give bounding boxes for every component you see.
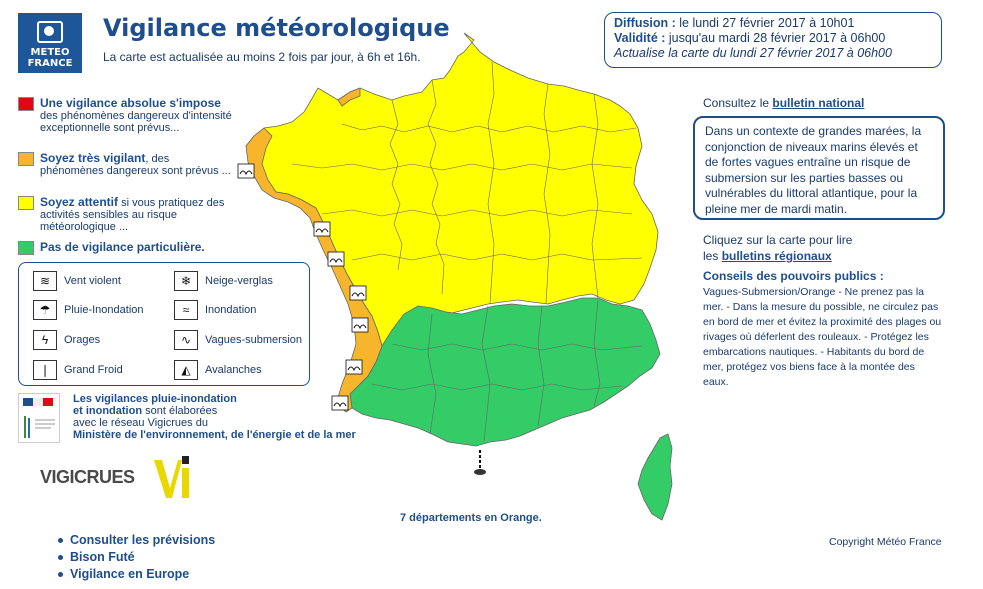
links-list bbox=[70, 532, 215, 583]
legend-green-title: Pas de vigilance particulière. bbox=[40, 240, 205, 254]
orange-count-text: 7 départements en Orange. bbox=[400, 512, 542, 524]
marker-icon bbox=[474, 450, 486, 475]
vi-logo[interactable] bbox=[152, 454, 194, 514]
vig-line4[interactable]: Ministère de l'environnement, de l'énergie et de la mer bbox=[73, 429, 356, 441]
ministry-logo[interactable] bbox=[18, 393, 60, 443]
waves-icon: ∿ bbox=[174, 330, 198, 350]
legend-yellow bbox=[18, 196, 233, 233]
yellow-swatch bbox=[18, 196, 34, 210]
phenomenon-label: Avalanches bbox=[205, 364, 262, 376]
copyright: Copyright Météo France bbox=[829, 536, 942, 548]
page-subtitle: La carte est actualisée au moins 2 fois par jour, à 6h et 16h. bbox=[103, 50, 421, 64]
rain-flood-icon: ☂ bbox=[33, 300, 57, 320]
phenomenon-label: Vent violent bbox=[64, 275, 121, 287]
bulletins-regionaux-link[interactable]: bulletins régionaux bbox=[721, 249, 832, 263]
bulletin-national-link[interactable]: bulletin national bbox=[772, 96, 865, 110]
diffusion-label: Diffusion : bbox=[614, 16, 676, 30]
legend-orange-title: Soyez très vigilant bbox=[40, 151, 146, 165]
vig-line2[interactable]: et inondation bbox=[73, 405, 143, 417]
regional-bulletin-text bbox=[703, 232, 852, 264]
legend-orange bbox=[18, 152, 233, 177]
avalanche-icon: ◭ bbox=[174, 360, 198, 380]
vig-line2b: sont élaborées bbox=[142, 405, 218, 417]
meteo-france-logo[interactable] bbox=[18, 13, 82, 73]
validite-value: jusqu'au mardi 28 février 2017 à 06h00 bbox=[665, 31, 886, 45]
conseils-section bbox=[703, 269, 943, 390]
bulletin-box: Dans un contexte de grandes marées, la conjonction de niveaux marins élevés et de fortes vagues entraîne un risque de submersion sur les parties basses ou vulnérables du littoral atlantique, pour la pleine mer de mardi matin. bbox=[693, 116, 945, 220]
snow-icon: ❄ bbox=[174, 271, 198, 291]
phenomenon-label: Orages bbox=[64, 334, 101, 346]
national-bulletin-line bbox=[703, 96, 864, 110]
red-swatch bbox=[18, 97, 34, 111]
phenomenon-label: Pluie-Inondation bbox=[64, 304, 144, 316]
page-title: Vigilance météorologique bbox=[103, 14, 450, 42]
link-bison-fute[interactable]: Bison Futé bbox=[70, 550, 135, 564]
meteo-france-emblem-icon bbox=[37, 21, 63, 43]
logo-text: METEO FRANCE bbox=[27, 47, 73, 69]
marianne-icon bbox=[19, 394, 59, 442]
legend-yellow-text: si vous pratiquez des activités sensibles au risque météorologique ... bbox=[40, 197, 225, 233]
phenomenon-label: Vagues-submersion bbox=[205, 334, 303, 346]
vigicrues-logo[interactable]: VIGICRUES bbox=[40, 467, 135, 487]
green-swatch bbox=[18, 241, 34, 255]
map-corsica[interactable] bbox=[638, 434, 672, 520]
vi-logo-icon bbox=[152, 454, 194, 504]
legend-red-text: des phénomènes dangereux d'intensité exceptionnelle sont prévus... bbox=[40, 110, 232, 134]
regional-prefix: les bbox=[703, 249, 722, 263]
validite-label: Validité : bbox=[614, 31, 666, 45]
storm-icon: ϟ bbox=[33, 330, 57, 350]
france-vigilance-map[interactable] bbox=[232, 14, 682, 524]
phenomenon-label: Inondation bbox=[205, 304, 257, 316]
conseils-title: Conseils des pouvoirs publics : bbox=[703, 269, 884, 283]
conseils-text: Vagues-Submersion/Orange - Ne prenez pas la mer. - Dans la mesure du possible, ne circulez pas en bord de mer et évitez la proximité des plages ou rivages où déferlent des rouleaux. - Protégez les embarcations nautiques. - Habitants du bord de mer, protégez vos biens face à la montée des eaux. bbox=[703, 286, 942, 388]
national-prefix: Consultez le bbox=[703, 96, 773, 110]
diffusion-value: le lundi 27 février 2017 à 10h01 bbox=[675, 16, 855, 30]
link-vigilance-europe[interactable]: Vigilance en Europe bbox=[70, 567, 190, 581]
phenomenon-label: Grand Froid bbox=[64, 364, 123, 376]
vig-line3: avec le réseau Vigicrues du bbox=[73, 417, 208, 429]
legend-yellow-title: Soyez attentif bbox=[40, 195, 119, 209]
vig-line1[interactable]: Les vigilances pluie-inondation bbox=[73, 393, 237, 405]
thermometer-icon: ❘ bbox=[33, 360, 57, 380]
phenomenon-label: Neige-verglas bbox=[205, 275, 273, 287]
legend-red-title: Une vigilance absolue s'impose bbox=[40, 96, 221, 110]
legend-green bbox=[18, 241, 233, 254]
legend-red bbox=[18, 97, 233, 134]
legend-orange-text: , des phénomènes dangereux sont prévus ... bbox=[40, 153, 231, 177]
flood-icon: ≈ bbox=[174, 300, 198, 320]
orange-swatch bbox=[18, 152, 34, 166]
link-previsions[interactable]: Consulter les prévisions bbox=[70, 533, 216, 547]
regional-line1: Cliquez sur la carte pour lire bbox=[703, 233, 853, 247]
wind-icon: ≋ bbox=[33, 271, 57, 291]
actualise-link[interactable]: Actualise la carte du lundi 27 février 2017 à 06h00 bbox=[614, 46, 892, 60]
